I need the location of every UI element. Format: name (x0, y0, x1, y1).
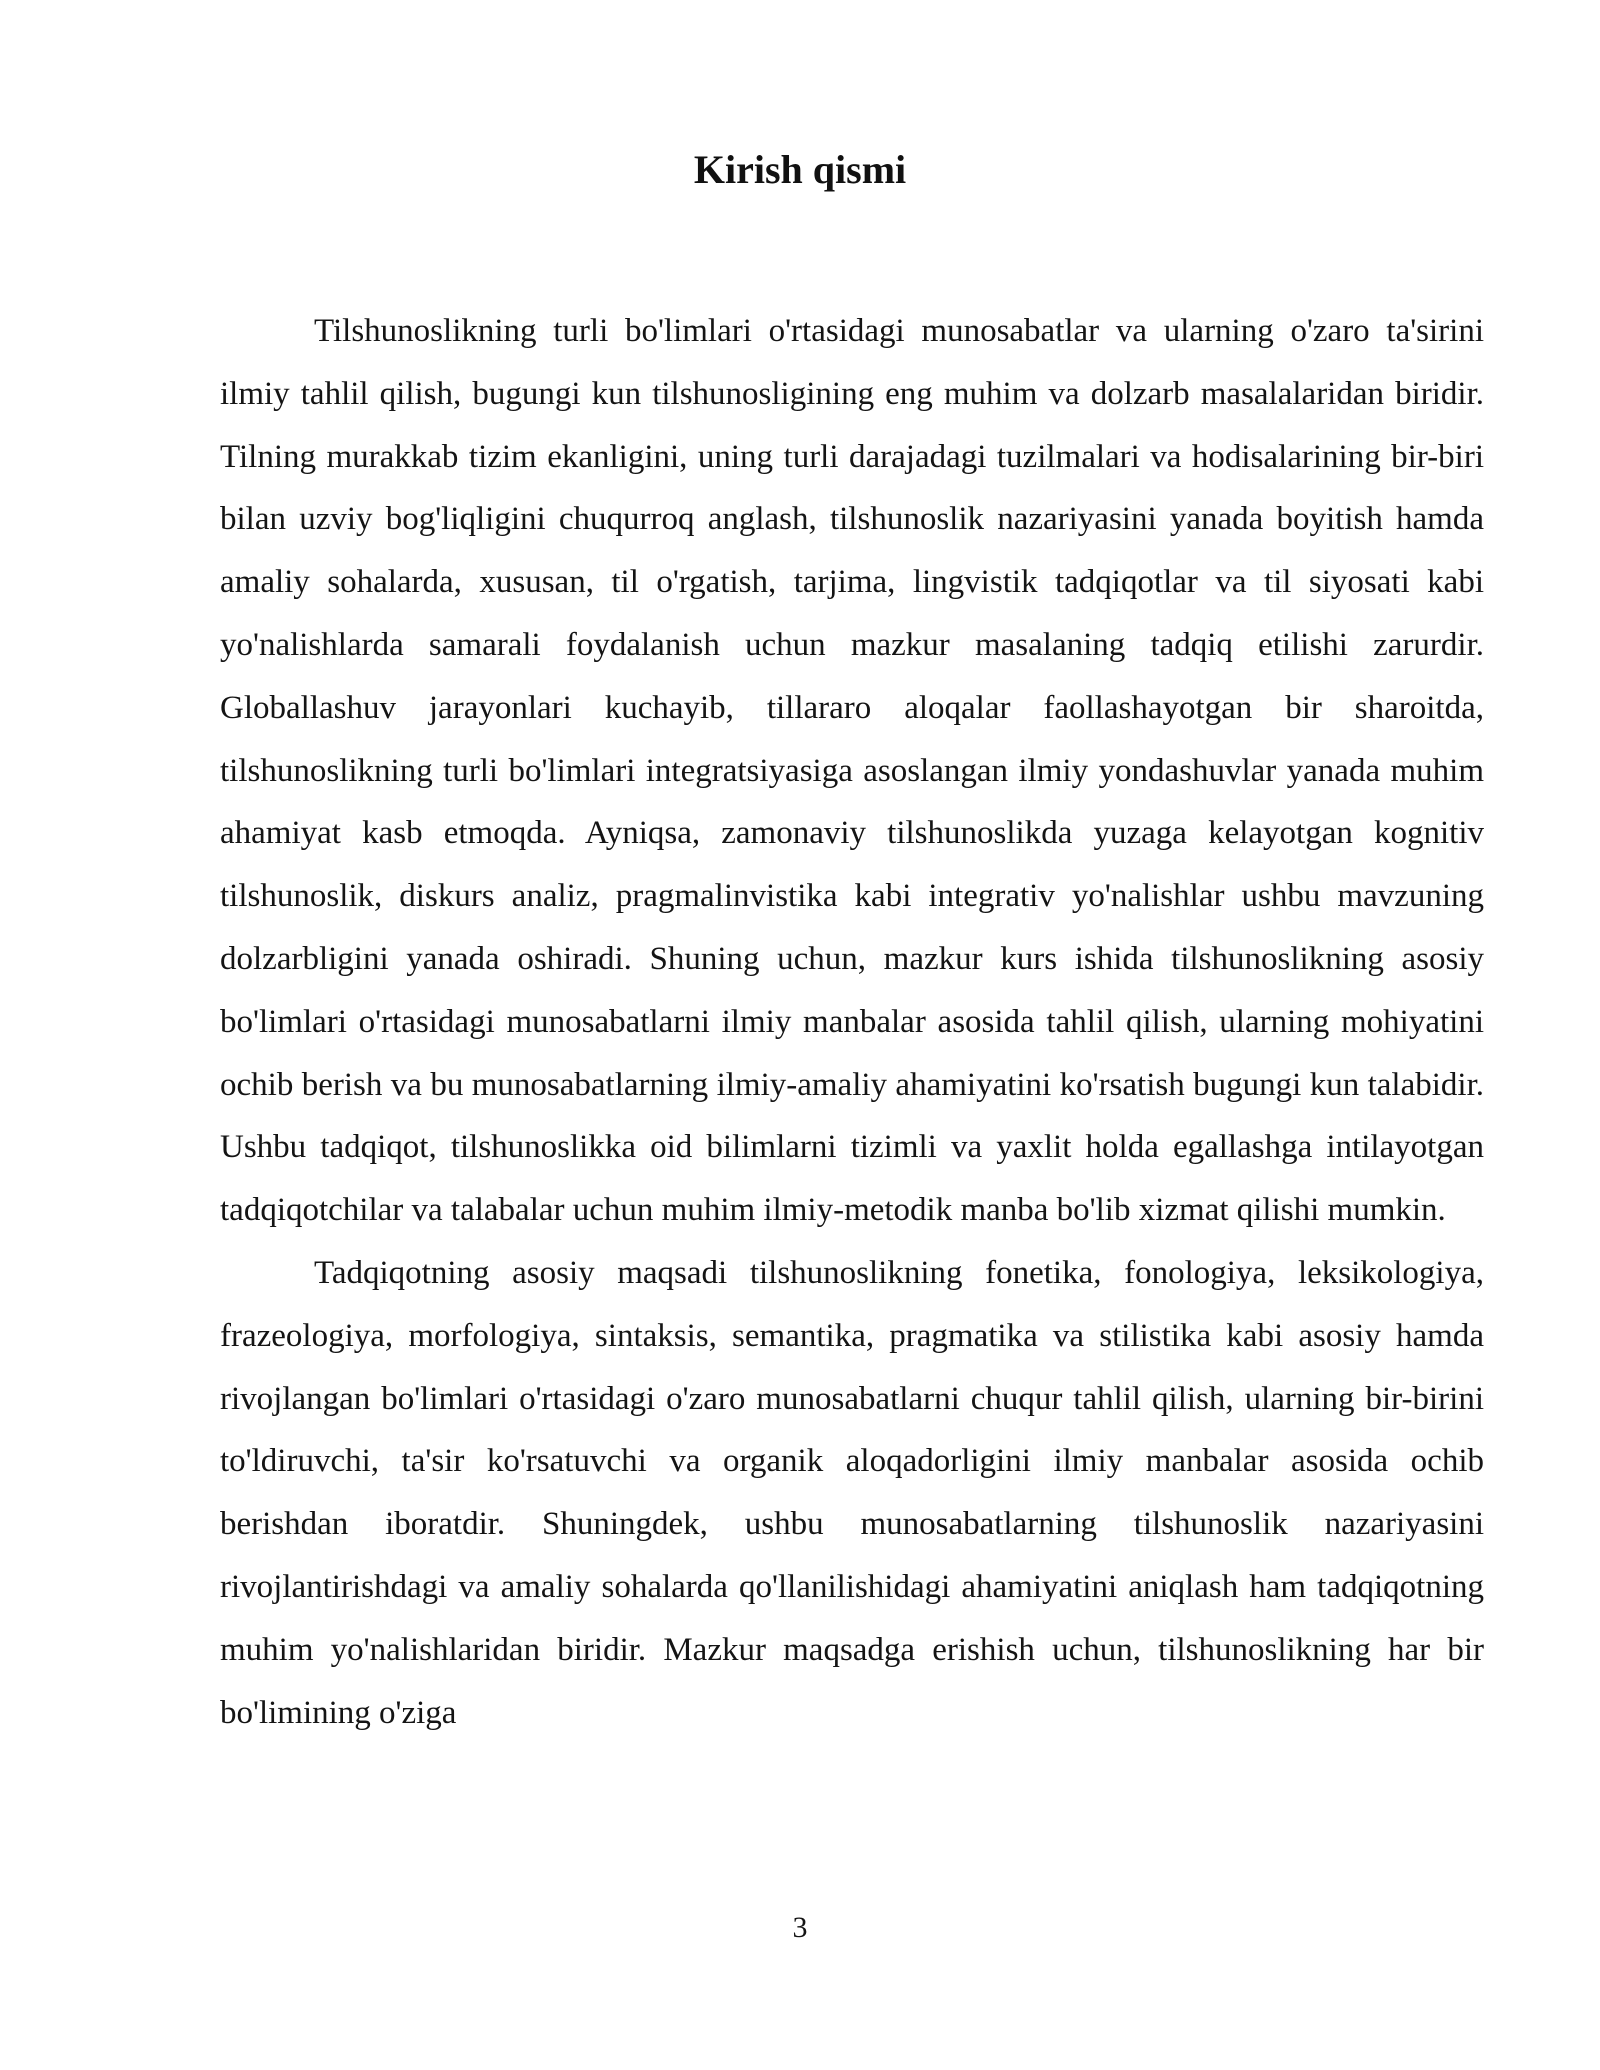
paragraph-goal: Tadqiqotning asosiy maqsadi tilshunoslikning fonetika, fonologiya, leksikologiya, frazeologiya, morfologiya, sintaksis, semantika, pragmatika va stilistika kabi asosiy hamda rivojlangan bo'limlari o'rtasidagi o'zaro munosabatlarni chuqur tahlil qilish, ularning bir-birini to'ldiruvchi, ta'sir ko'rsatuvchi va organik aloqadorligini ilmiy manbalar asosida ochib berishdan iboratdir. Shuningdek, ushbu munosabatlarning tilshunoslik nazariyasini rivojlantirishdagi va amaliy sohalarda qo'llanilishidagi ahamiyatini aniqlash ham tadqiqotning muhim yo'nalishlaridan biridir. Mazkur maqsadga erishish uchun, tilshunoslikning har bir bo'limining o'ziga (220, 1254, 1484, 1731)
body-text (220, 300, 1484, 1744)
page-number: 3 (792, 1911, 808, 1944)
page-title: Kirish qismi (693, 147, 907, 192)
paragraph-intro: Tilshunoslikning turli bo'limlari o'rtasidagi munosabatlar va ularning o'zaro ta'sirini ilmiy tahlil qilish, bugungi kun tilshunosligining eng muhim va dolzarb masalalaridan biridir. Tilning murakkab tizim ekanligini, uning turli darajadagi tuzilmalari va hodisalarining bir-biri bilan uzviy bog'liqligini chuqurroq anglash, tilshunoslik nazariyasini yanada boyitish hamda amaliy sohalarda, xususan, til o'rgatish, tarjima, lingvistik tadqiqotlar va til siyosati kabi yo'nalishlarda samarali foydalanish uchun mazkur masalaning tadqiq etilishi zarurdir. Globallashuv jarayonlari kuchayib, tillararo aloqalar faollashayotgan bir sharoitda, tilshunoslikning turli bo'limlari integratsiyasiga asoslangan ilmiy yondashuvlar yanada muhim ahamiyat kasb etmoqda. Ayniqsa, zamonaviy tilshunoslikda yuzaga kelayotgan kognitiv tilshunoslik, diskurs analiz, pragmalinvistika kabi integrativ yo'nalishlar ushbu mavzuning dolzarbligini yanada oshiradi. Shuning uchun, mazkur kurs ishida tilshunoslikning asosiy bo'limlari o'rtasidagi munosabatlarni ilmiy manbalar asosida tahlil qilish, ularning mohiyatini ochib berish va bu munosabatlarning ilmiy-amaliy ahamiyatini ko'rsatish bugungi kun talabidir. Ushbu tadqiqot, tilshunoslikka oid bilimlarni tizimli va yaxlit holda egallashga intilayotgan tadqiqotchilar va talabalar uchun muhim ilmiy-metodik manba bo'lib xizmat qilishi mumkin. (220, 313, 1484, 1229)
